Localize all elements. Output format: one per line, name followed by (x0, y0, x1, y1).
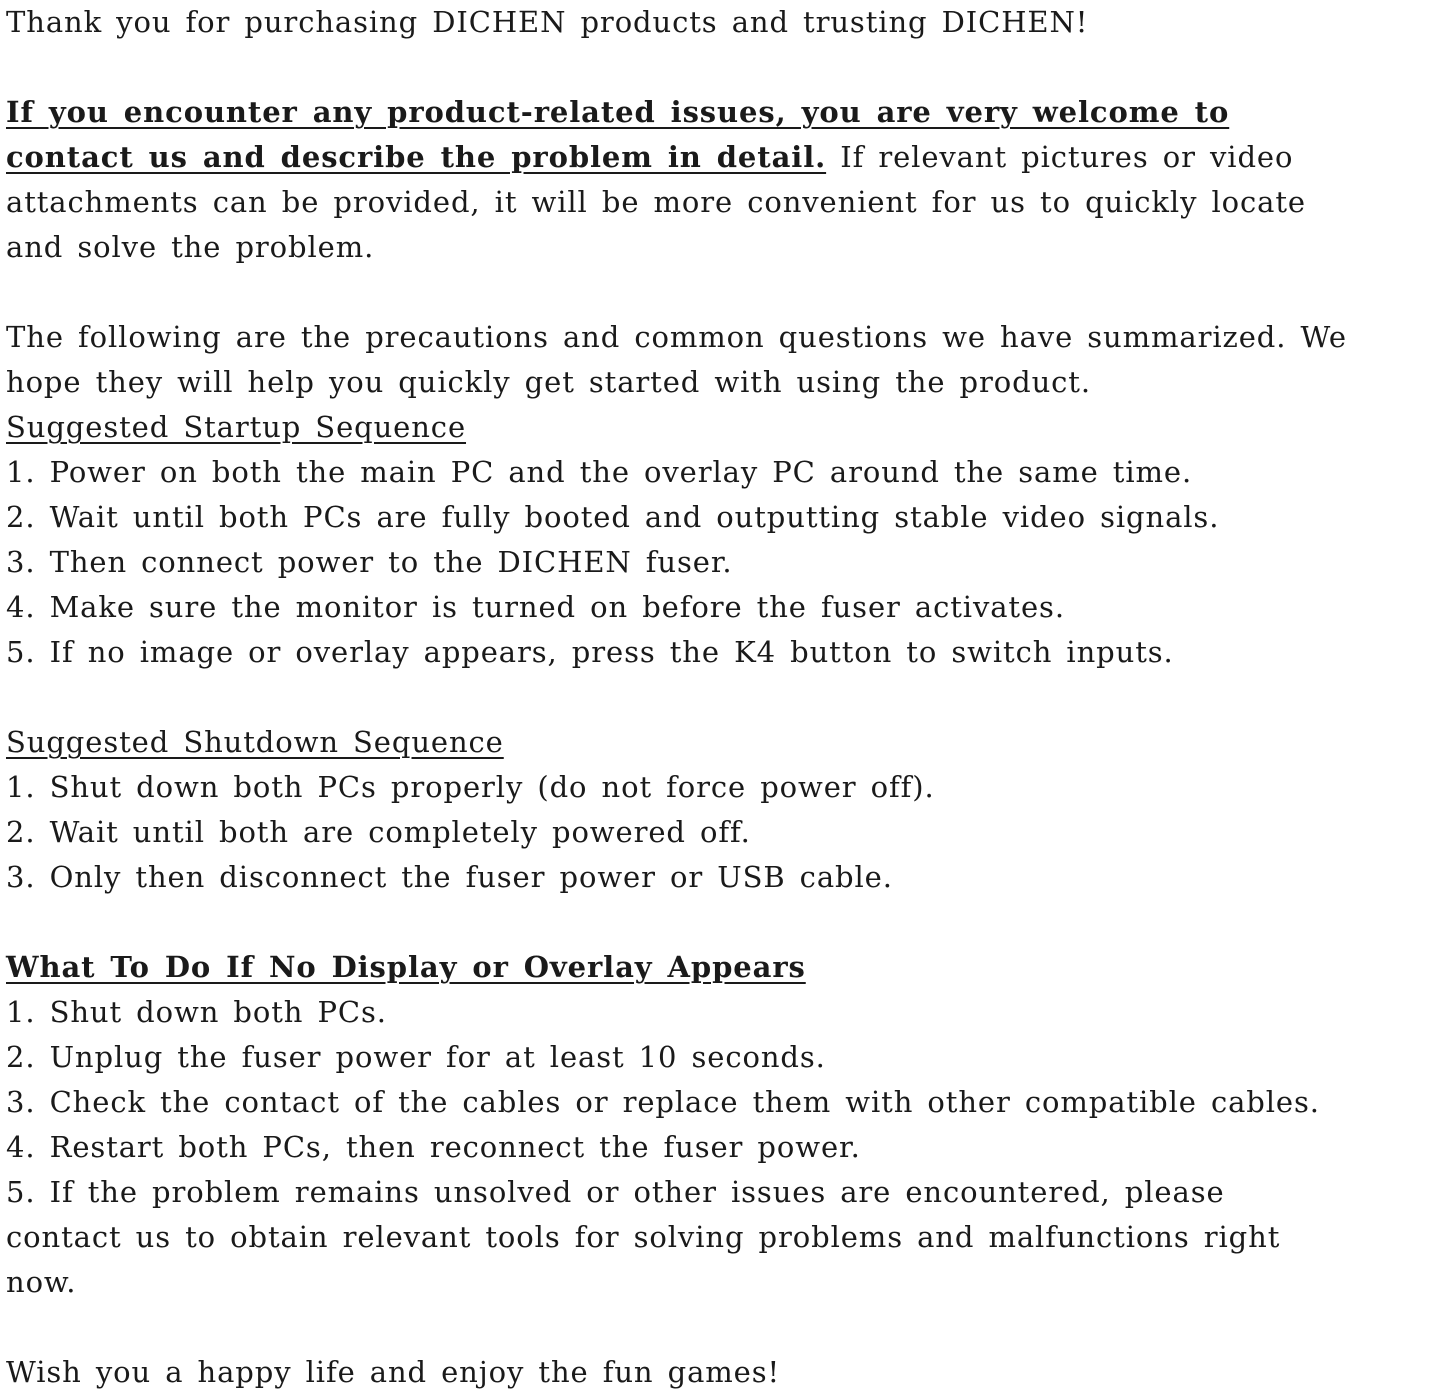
nodisplay-item5-line2: contact us to obtain relevant tools for solving problems and malfunctions right (6, 1220, 1281, 1254)
spacer (6, 45, 1446, 90)
startup-item: 3. Then connect power to the DICHEN fuser. (6, 545, 733, 579)
closing-text: Wish you a happy life and enjoy the fun games! (6, 1355, 781, 1389)
contact-line4: and solve the problem. (6, 230, 375, 264)
spacer (6, 270, 1446, 315)
nodisplay-item: 2. Unplug the fuser power for at least 10 seconds. (6, 1040, 826, 1074)
contact-line3: attachments can be provided, it will be more convenient for us to quickly locate (6, 185, 1306, 219)
contact-line2 (6, 135, 1446, 180)
nodisplay-heading (6, 945, 1446, 990)
shutdown-item: 3. Only then disconnect the fuser power or USB cable. (6, 860, 893, 894)
summary-line2: hope they will help you quickly get started with using the product. (6, 365, 1091, 399)
startup-item: 1. Power on both the main PC and the overlay PC around the same time. (6, 455, 1193, 489)
intro-text: Thank you for purchasing DICHEN products and trusting DICHEN! (6, 5, 1089, 39)
shutdown-item: 2. Wait until both are completely powered off. (6, 815, 751, 849)
spacer (6, 900, 1446, 945)
shutdown-heading-text: Suggested Shutdown Sequence (6, 725, 504, 759)
contact-emphasis-text-2: contact us and describe the problem in detail. (6, 140, 827, 174)
contact-emphasis-line1 (6, 90, 1446, 135)
shutdown-item: 1. Shut down both PCs properly (do not force power off). (6, 770, 935, 804)
nodisplay-item5-line1: 5. If the problem remains unsolved or other issues are encountered, please (6, 1175, 1225, 1209)
summary-line1: The following are the precautions and common questions we have summarized. We (6, 320, 1347, 354)
startup-item: 2. Wait until both PCs are fully booted and outputting stable video signals. (6, 500, 1220, 534)
nodisplay-item5-line3: now. (6, 1265, 77, 1299)
spacer (6, 1305, 1446, 1350)
nodisplay-item: 3. Check the contact of the cables or replace them with other compatible cables. (6, 1085, 1320, 1119)
spacer (6, 675, 1446, 720)
nodisplay-item: 4. Restart both PCs, then reconnect the fuser power. (6, 1130, 861, 1164)
startup-item: 5. If no image or overlay appears, press the K4 button to switch inputs. (6, 635, 1174, 669)
document-page (6, 0, 1446, 1395)
shutdown-heading (6, 720, 1446, 765)
nodisplay-item: 1. Shut down both PCs. (6, 995, 387, 1029)
startup-heading-text: Suggested Startup Sequence (6, 410, 467, 444)
startup-item: 4. Make sure the monitor is turned on before the fuser activates. (6, 590, 1065, 624)
contact-rest-text: If relevant pictures or video (826, 140, 1294, 174)
contact-emphasis-text: If you encounter any product-related issues, you are very welcome to (6, 95, 1230, 129)
nodisplay-heading-text: What To Do If No Display or Overlay Appears (6, 950, 806, 984)
startup-heading (6, 405, 1446, 450)
